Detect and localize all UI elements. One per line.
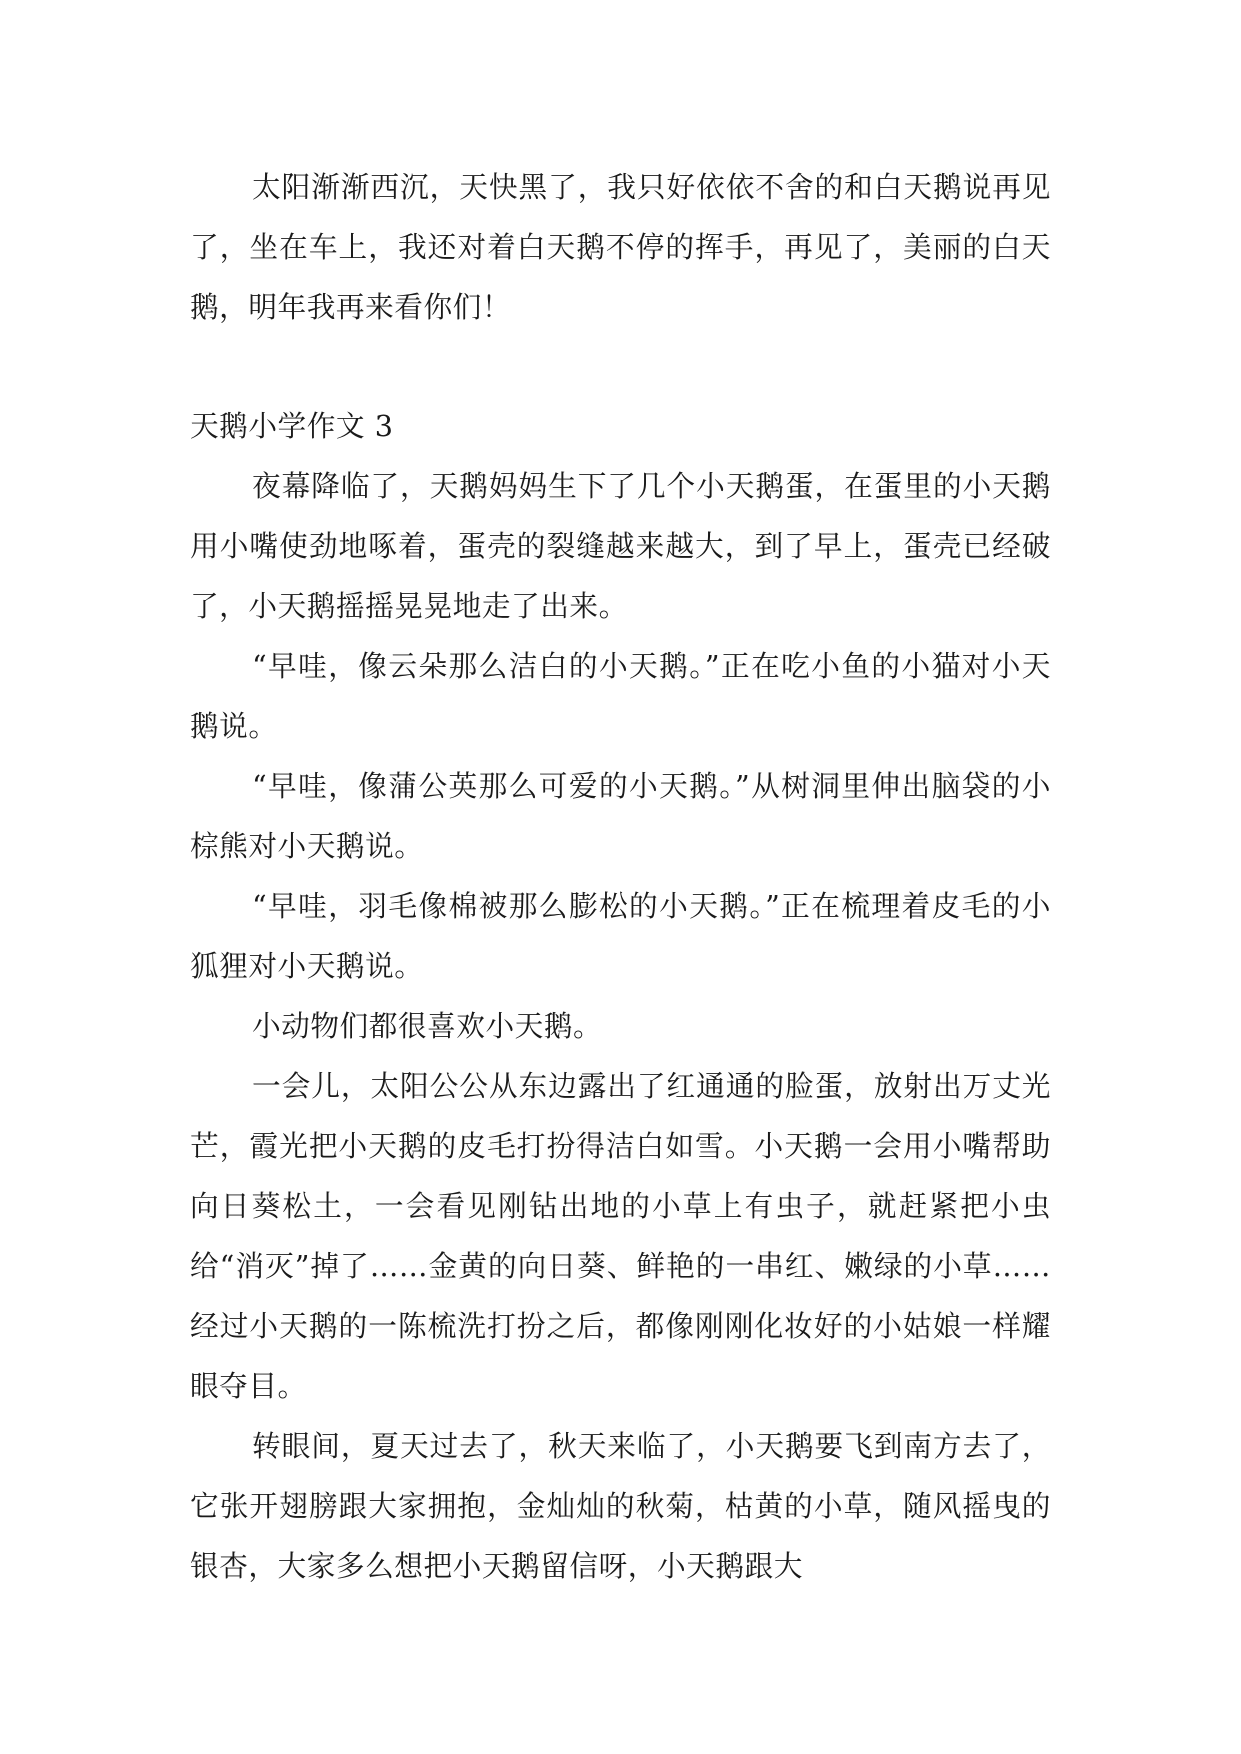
paragraph: 转眼间，夏天过去了，秋天来临了，小天鹅要飞到南方去了，它张开翅膀跟大家拥抱，金灿灿的秋菊，枯黄的小草，随风摇曳的银杏，大家多么想把小天鹅留信呀，小天鹅跟大 — [190, 1429, 1051, 1583]
paragraph: 太阳渐渐西沉，天快黑了，我只好依依不舍的和白天鹅说再见了，坐在车上，我还对着白天鹅不停的挥手，再见了，美丽的白天鹅，明年我再来看你们！ — [190, 170, 1051, 324]
paragraph: “早哇，像云朵那么洁白的小天鹅。”正在吃小鱼的小猫对小天鹅说。 — [190, 649, 1051, 743]
paragraph: 一会儿，太阳公公从东边露出了红通通的脸蛋，放射出万丈光芒，霞光把小天鹅的皮毛打扮得洁白如雪。小天鹅一会用小嘴帮助向日葵松土，一会看见刚钻出地的小草上有虫子，就赶紧把小虫给“消灭”掉了……金黄的向日葵、鲜艳的一串红、嫩绿的小草……经过小天鹅的一陈梳洗打扮之后，都像刚刚化妆好的小姑娘一样耀眼夺目。 — [190, 1069, 1051, 1403]
section-3 — [190, 396, 1051, 1596]
paragraph: “早哇，像蒲公英那么可爱的小天鹅。”从树洞里伸出脑袋的小棕熊对小天鹅说。 — [190, 769, 1051, 863]
section-title: 天鹅小学作文 3 — [190, 409, 394, 443]
paragraph: 夜幕降临了，天鹅妈妈生下了几个小天鹅蛋，在蛋里的小天鹅用小嘴使劲地啄着，蛋壳的裂缝越来越大，到了早上，蛋壳已经破了，小天鹅摇摇晃晃地走了出来。 — [190, 469, 1051, 623]
paragraph: 小动物们都很喜欢小天鹅。 — [252, 1009, 603, 1043]
paragraph: “早哇，羽毛像棉被那么膨松的小天鹅。”正在梳理着皮毛的小狐狸对小天鹅说。 — [190, 889, 1051, 983]
previous-section-text — [190, 157, 1051, 337]
